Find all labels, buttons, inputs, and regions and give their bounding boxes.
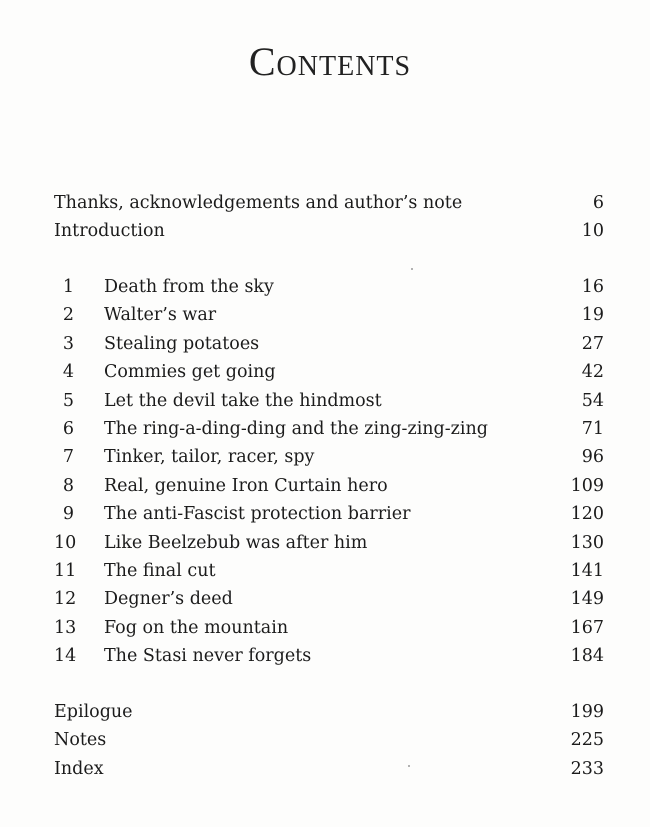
chapter-entry	[54, 472, 604, 500]
back-matter-list	[54, 698, 604, 783]
chapter-title: The anti-Fascist protection barrier	[104, 504, 411, 525]
chapter-number: 8	[62, 475, 74, 496]
chapter-page: 54	[581, 390, 604, 411]
paper-speck	[408, 765, 410, 767]
chapter-page: 141	[570, 560, 604, 581]
chapter-number: 10	[54, 532, 77, 553]
front-matter-list	[54, 189, 604, 246]
entry-label: Thanks, acknowledgements and author’s note	[54, 193, 463, 213]
chapter-page: 184	[570, 646, 604, 667]
chapter-entry	[54, 642, 604, 670]
chapter-page: 109	[570, 475, 604, 496]
chapter-number: 13	[54, 617, 77, 638]
chapter-number: 3	[62, 333, 74, 354]
paper-speck	[411, 268, 413, 270]
chapter-entry	[54, 500, 604, 528]
entry-page: 199	[570, 702, 604, 722]
toc-entry	[54, 755, 604, 783]
chapter-page: 42	[581, 362, 604, 383]
chapter-entry	[54, 529, 604, 557]
entry-page: 233	[570, 758, 604, 779]
chapter-list	[54, 273, 604, 670]
chapter-entry	[54, 330, 604, 358]
chapter-title: Like Beelzebub was after him	[104, 532, 368, 553]
chapter-number: 9	[62, 504, 74, 525]
chapter-entry	[54, 387, 604, 415]
chapter-title: Degner’s deed	[104, 589, 233, 610]
toc-entry	[54, 189, 604, 217]
chapter-title: Stealing potatoes	[104, 333, 260, 354]
chapter-entry	[54, 557, 604, 585]
toc-entry	[54, 698, 604, 726]
chapter-number: 4	[62, 362, 74, 383]
chapter-entry	[54, 443, 604, 471]
chapter-title: Tinker, tailor, racer, spy	[104, 447, 315, 468]
entry-label: Introduction	[54, 221, 165, 242]
chapter-page: 130	[570, 532, 604, 553]
entry-label: Notes	[54, 730, 107, 751]
entry-page: 6	[592, 193, 604, 213]
chapter-page: 96	[581, 447, 604, 468]
chapter-title: Fog on the mountain	[104, 617, 289, 638]
chapter-entry	[54, 358, 604, 386]
chapter-number: 7	[62, 447, 74, 468]
chapter-page: 16	[581, 277, 604, 297]
chapter-title: Real, genuine Iron Curtain hero	[104, 475, 388, 496]
chapter-number: 14	[54, 646, 77, 667]
chapter-page: 149	[570, 589, 604, 610]
chapter-number: 2	[62, 305, 74, 326]
chapter-title: The final cut	[104, 560, 216, 581]
chapter-title: Walter’s war	[104, 305, 217, 326]
entry-page: 225	[570, 730, 604, 751]
chapter-title: Commies get going	[104, 362, 276, 383]
chapter-title: Death from the sky	[104, 277, 274, 297]
chapter-number: 5	[62, 390, 74, 411]
chapter-number: 6	[62, 418, 74, 439]
chapter-title: Let the devil take the hindmost	[104, 390, 382, 411]
chapter-page: 120	[570, 504, 604, 525]
chapter-title: The ring-a-ding-ding and the zing-zing-zing	[104, 418, 488, 439]
entry-label: Epilogue	[54, 702, 133, 722]
chapter-page: 71	[581, 418, 604, 439]
entry-page: 10	[581, 221, 604, 242]
chapter-number: 1	[62, 277, 74, 297]
chapter-page: 167	[570, 617, 604, 638]
toc-entry	[54, 726, 604, 754]
entry-label: Index	[54, 758, 104, 779]
chapter-title: The Stasi never forgets	[104, 646, 312, 667]
chapter-number: 12	[54, 589, 77, 610]
chapter-entry	[54, 273, 604, 301]
chapter-entry	[54, 585, 604, 613]
toc-entry	[54, 217, 604, 245]
chapter-entry	[54, 614, 604, 642]
chapter-page: 19	[581, 305, 604, 326]
chapter-entry	[54, 301, 604, 329]
page-title: Contents	[248, 39, 412, 84]
chapter-number: 11	[54, 560, 77, 581]
chapter-page: 27	[581, 333, 604, 354]
chapter-entry	[54, 415, 604, 443]
